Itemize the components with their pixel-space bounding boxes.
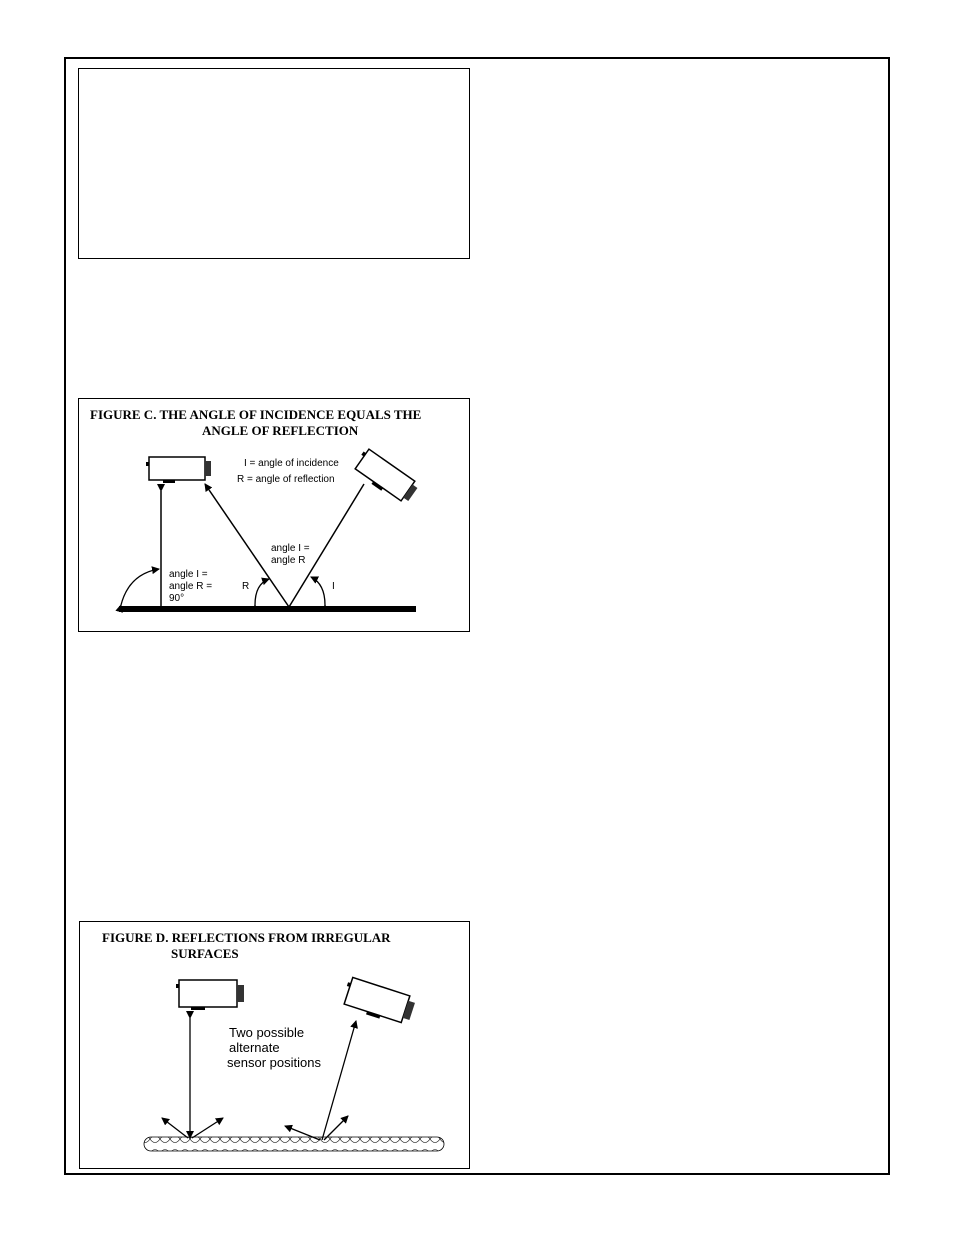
legend-incidence: I = angle of incidence xyxy=(244,458,339,469)
legend-reflection: R = angle of reflection xyxy=(237,474,335,485)
reflective-surface xyxy=(119,606,416,612)
perp-label-line2: angle R = xyxy=(169,581,213,592)
sensor-angled-icon xyxy=(340,976,416,1027)
figure-c-title-line2: ANGLE OF REFLECTION xyxy=(202,423,359,438)
center-label-line2: angle R xyxy=(271,555,306,566)
perp-label-line1: angle I = xyxy=(169,569,208,580)
irregular-surface xyxy=(144,1137,444,1151)
sensor-perpendicular-icon xyxy=(176,980,244,1010)
label-r: R xyxy=(242,581,250,592)
label-i: I xyxy=(332,581,335,592)
caption-line3: sensor positions xyxy=(227,1055,321,1070)
figure-d-title-line1: FIGURE D. REFLECTIONS FROM IRREGULAR xyxy=(102,930,391,945)
center-label-line1: angle I = xyxy=(271,543,310,554)
sensor-angled-icon xyxy=(351,447,420,506)
figure-c-box xyxy=(78,398,470,632)
figure-d-box xyxy=(79,921,470,1169)
figure-d-title-line2: SURFACES xyxy=(171,946,239,961)
caption-line2: alternate xyxy=(229,1040,280,1055)
figure-c-title-line1: FIGURE C. THE ANGLE OF INCIDENCE EQUALS THE xyxy=(90,407,422,422)
empty-figure-box xyxy=(78,68,470,259)
caption-line1: Two possible xyxy=(229,1025,305,1040)
perp-label-line3: 90° xyxy=(169,593,185,604)
sensor-perpendicular-icon xyxy=(146,457,211,483)
figure-c-diagram xyxy=(79,399,471,633)
